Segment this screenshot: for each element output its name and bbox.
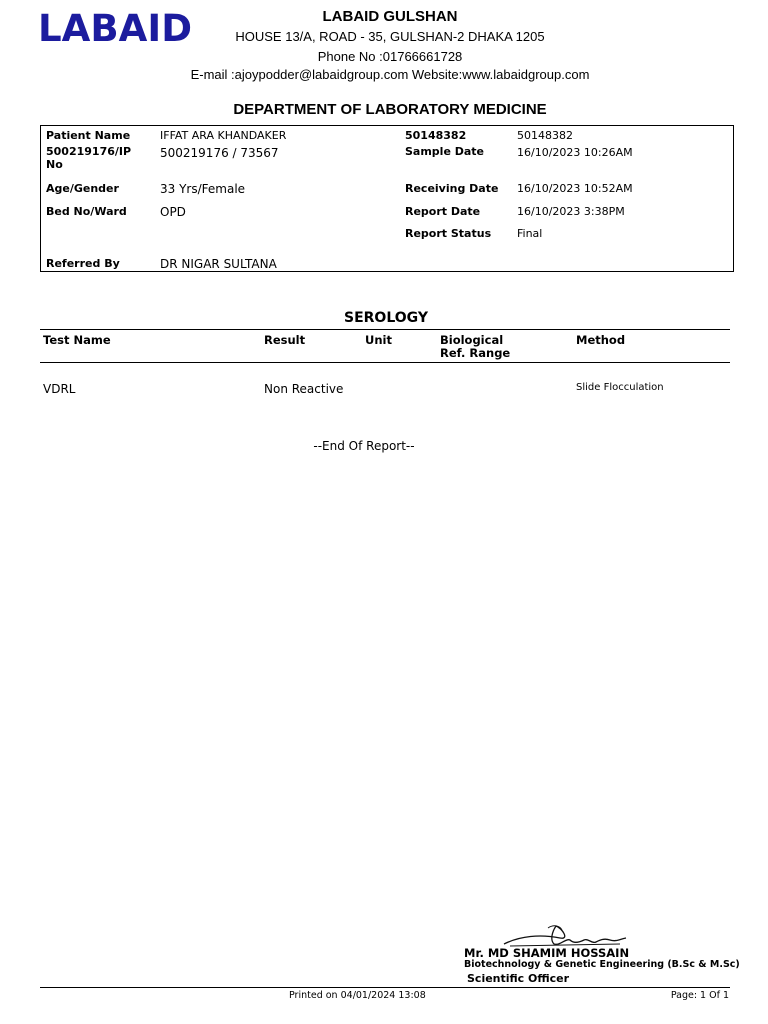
hospital-address: HOUSE 13/A, ROAD - 35, GULSHAN-2 DHAKA 1205 [235, 29, 545, 44]
printed-on: Printed on 04/01/2024 13:08 [289, 990, 426, 1001]
col-header-ref-range [440, 334, 510, 360]
report-date-value: 16/10/2023 3:38PM [517, 205, 625, 218]
labaid-logo [38, 8, 194, 48]
hospital-phone: Phone No :01766661728 [317, 49, 463, 64]
age-gender-value: 33 Yrs/Female [160, 182, 246, 196]
end-of-report: --End Of Report-- [313, 439, 415, 453]
age-gender-label: Age/Gender [46, 182, 119, 195]
ip-number-value: 500219176 / 73567 [160, 146, 279, 160]
col-header-method: Method [576, 333, 626, 347]
col-header-ref-range-line2: Ref. Range [440, 346, 511, 360]
col-header-unit: Unit [365, 333, 392, 347]
row-method: Slide Flocculation [576, 382, 664, 393]
lab-id-value: 50148382 [517, 129, 573, 142]
signatory-title: Scientific Officer [467, 972, 570, 985]
col-header-result: Result [264, 333, 306, 347]
referred-by-label: Referred By [46, 257, 120, 270]
receiving-date-value: 16/10/2023 10:52AM [517, 182, 633, 195]
footer-rule [40, 987, 730, 988]
page-number: Page: 1 Of 1 [670, 990, 729, 1001]
signatory-qualification: Biotechnology & Genetic Engineering (B.Sc & M.Sc) [464, 959, 740, 970]
patient-info-box [40, 125, 734, 272]
bed-ward-label: Bed No/Ward [46, 205, 127, 218]
col-header-test-name: Test Name [43, 333, 111, 347]
bed-ward-value: OPD [160, 205, 186, 219]
row-test-name: VDRL [43, 382, 76, 396]
hospital-name: LABAID GULSHAN [322, 8, 458, 25]
hospital-email-website: E-mail :ajoypodder@labaidgroup.com Website:www.labaidgroup.com [190, 67, 590, 82]
patient-name-label: Patient Name [46, 129, 131, 142]
report-status-value: Final [517, 227, 543, 240]
patient-name-value: IFFAT ARA KHANDAKER [160, 129, 287, 142]
sample-date-value: 16/10/2023 10:26AM [517, 146, 633, 159]
ip-number-label: 500219176/IP No [46, 145, 132, 171]
row-result: Non Reactive [264, 382, 344, 396]
sample-date-label: Sample Date [405, 145, 485, 158]
receiving-date-label: Receiving Date [405, 182, 499, 195]
report-status-label: Report Status [405, 227, 492, 240]
department-title: DEPARTMENT OF LABORATORY MEDICINE [233, 101, 547, 118]
logo-text: LABAID [38, 8, 192, 48]
col-header-ref-range-line1: Biological [440, 333, 504, 347]
lab-id-label: 50148382 [405, 129, 467, 142]
table-top-rule [40, 329, 730, 330]
referred-by-value: DR NIGAR SULTANA [160, 257, 277, 271]
report-date-label: Report Date [405, 205, 481, 218]
section-title: SEROLOGY [344, 310, 428, 326]
table-header-rule [40, 362, 730, 363]
signatory-name: Mr. MD SHAMIM HOSSAIN [464, 946, 630, 960]
